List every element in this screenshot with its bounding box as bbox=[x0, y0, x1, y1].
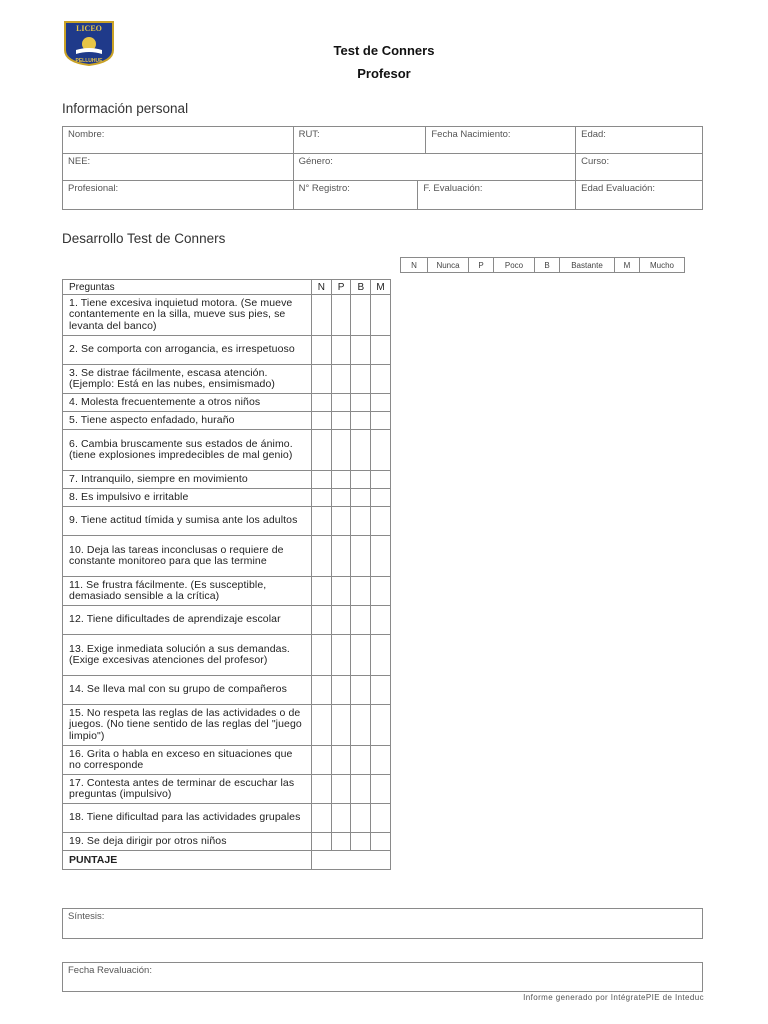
evaluacion-date-field[interactable]: F. Evaluación: bbox=[418, 181, 576, 210]
registro-field[interactable]: N° Registro: bbox=[293, 181, 418, 210]
question-text: 16. Grita o habla en exceso en situaciones que no corresponde bbox=[63, 746, 312, 775]
legend-code: B bbox=[535, 258, 560, 273]
answer-cell-p[interactable] bbox=[331, 746, 351, 775]
legend-label: Mucho bbox=[640, 258, 685, 273]
answer-cell-p[interactable] bbox=[331, 412, 351, 430]
answer-cell-m[interactable] bbox=[371, 394, 391, 412]
table-row bbox=[63, 336, 391, 365]
answer-cell-b[interactable] bbox=[351, 833, 371, 851]
answer-cell-m[interactable] bbox=[371, 606, 391, 635]
answer-cell-b[interactable] bbox=[351, 365, 371, 394]
personal-info-heading: Información personal bbox=[62, 101, 189, 116]
answer-cell-b[interactable] bbox=[351, 430, 371, 471]
table-row bbox=[63, 412, 391, 430]
column-header-m: M bbox=[371, 280, 391, 295]
question-text: 9. Tiene actitud tímida y sumisa ante los adultos bbox=[63, 507, 312, 536]
answer-cell-m[interactable] bbox=[371, 336, 391, 365]
table-row bbox=[63, 365, 391, 394]
page-title: Test de Conners bbox=[333, 43, 435, 58]
question-text: 10. Deja las tareas inconclusas o requiere de constante monitoreo para que las termine bbox=[63, 536, 312, 577]
table-row bbox=[63, 430, 391, 471]
column-header-preguntas: Preguntas bbox=[63, 280, 312, 295]
table-row bbox=[63, 676, 391, 705]
answer-cell-m[interactable] bbox=[371, 676, 391, 705]
answer-cell-b[interactable] bbox=[351, 295, 371, 336]
answer-cell-n[interactable] bbox=[312, 635, 332, 676]
answer-cell-b[interactable] bbox=[351, 536, 371, 577]
answer-cell-n[interactable] bbox=[312, 336, 332, 365]
table-row bbox=[63, 295, 391, 336]
answer-cell-m[interactable] bbox=[371, 536, 391, 577]
answer-cell-b[interactable] bbox=[351, 336, 371, 365]
answer-cell-n[interactable] bbox=[312, 746, 332, 775]
answer-cell-p[interactable] bbox=[331, 489, 351, 507]
sintesis-label: Síntesis: bbox=[68, 911, 105, 922]
answer-cell-n[interactable] bbox=[312, 804, 332, 833]
legend-code: M bbox=[615, 258, 640, 273]
question-text: 12. Tiene dificultades de aprendizaje escolar bbox=[63, 606, 312, 635]
curso-field[interactable]: Curso: bbox=[576, 154, 703, 181]
question-text: 11. Se frustra fácilmente. (Es susceptible, demasiado sensible a la crítica) bbox=[63, 577, 312, 606]
answer-cell-b[interactable] bbox=[351, 394, 371, 412]
answer-cell-b[interactable] bbox=[351, 489, 371, 507]
answer-cell-p[interactable] bbox=[331, 365, 351, 394]
answer-cell-n[interactable] bbox=[312, 705, 332, 746]
answer-cell-m[interactable] bbox=[371, 705, 391, 746]
answer-cell-p[interactable] bbox=[331, 775, 351, 804]
answer-cell-b[interactable] bbox=[351, 775, 371, 804]
table-row bbox=[63, 833, 391, 851]
answer-cell-m[interactable] bbox=[371, 412, 391, 430]
question-text: 6. Cambia bruscamente sus estados de ánimo. (tiene explosiones impredecibles de mal genio) bbox=[63, 430, 312, 471]
table-row bbox=[63, 635, 391, 676]
answer-cell-p[interactable] bbox=[331, 430, 351, 471]
answer-cell-n[interactable] bbox=[312, 394, 332, 412]
question-text: 3. Se distrae fácilmente, escasa atención. (Ejemplo: Está en las nubes, ensimismado) bbox=[63, 365, 312, 394]
personal-info-table bbox=[62, 126, 703, 210]
fecha-nacimiento-field[interactable]: Fecha Nacimiento: bbox=[426, 127, 576, 154]
legend-label: Bastante bbox=[560, 258, 615, 273]
answer-cell-p[interactable] bbox=[331, 394, 351, 412]
scale-legend bbox=[400, 257, 685, 273]
answer-cell-p[interactable] bbox=[331, 606, 351, 635]
answer-cell-p[interactable] bbox=[331, 804, 351, 833]
question-text: 2. Se comporta con arrogancia, es irrespetuoso bbox=[63, 336, 312, 365]
table-row bbox=[63, 471, 391, 489]
answer-cell-m[interactable] bbox=[371, 577, 391, 606]
answer-cell-n[interactable] bbox=[312, 833, 332, 851]
answer-cell-n[interactable] bbox=[312, 536, 332, 577]
answer-cell-b[interactable] bbox=[351, 635, 371, 676]
edad-evaluacion-field[interactable]: Edad Evaluación: bbox=[576, 181, 703, 210]
answer-cell-n[interactable] bbox=[312, 775, 332, 804]
question-text: 19. Se deja dirigir por otros niños bbox=[63, 833, 312, 851]
answer-cell-p[interactable] bbox=[331, 336, 351, 365]
legend-label: Poco bbox=[494, 258, 535, 273]
answer-cell-m[interactable] bbox=[371, 833, 391, 851]
answer-cell-m[interactable] bbox=[371, 471, 391, 489]
table-row bbox=[63, 746, 391, 775]
answer-cell-m[interactable] bbox=[371, 489, 391, 507]
answer-cell-p[interactable] bbox=[331, 833, 351, 851]
answer-cell-n[interactable] bbox=[312, 577, 332, 606]
answer-cell-n[interactable] bbox=[312, 471, 332, 489]
question-text: 17. Contesta antes de terminar de escuchar las preguntas (impulsivo) bbox=[63, 775, 312, 804]
answer-cell-n[interactable] bbox=[312, 489, 332, 507]
edad-field[interactable]: Edad: bbox=[576, 127, 703, 154]
column-header-p: P bbox=[331, 280, 351, 295]
logo-text-bottom: PELLUHUE bbox=[75, 58, 103, 64]
answer-cell-p[interactable] bbox=[331, 705, 351, 746]
answer-cell-b[interactable] bbox=[351, 676, 371, 705]
footer-credit: Informe generado por IntégratePIE de Inteduc bbox=[523, 993, 704, 1002]
total-score-cell[interactable] bbox=[312, 851, 391, 870]
question-text: 13. Exige inmediata solución a sus demandas. (Exige excesivas atenciones del profesor) bbox=[63, 635, 312, 676]
total-label: PUNTAJE bbox=[63, 851, 312, 870]
answer-cell-m[interactable] bbox=[371, 635, 391, 676]
question-text: 14. Se lleva mal con su grupo de compañeros bbox=[63, 676, 312, 705]
legend-code: N bbox=[401, 258, 428, 273]
answer-cell-n[interactable] bbox=[312, 412, 332, 430]
question-text: 15. No respeta las reglas de las actividades o de juegos. (No tiene sentido de las reglas del "juego limpio") bbox=[63, 705, 312, 746]
question-text: 4. Molesta frecuentemente a otros niños bbox=[63, 394, 312, 412]
answer-cell-m[interactable] bbox=[371, 295, 391, 336]
answer-cell-m[interactable] bbox=[371, 746, 391, 775]
nee-field[interactable]: NEE: bbox=[63, 154, 294, 181]
total-row bbox=[63, 851, 391, 870]
column-header-b: B bbox=[351, 280, 371, 295]
answer-cell-b[interactable] bbox=[351, 412, 371, 430]
question-text: 7. Intranquilo, siempre en movimiento bbox=[63, 471, 312, 489]
table-row bbox=[63, 775, 391, 804]
answer-cell-p[interactable] bbox=[331, 295, 351, 336]
answer-cell-m[interactable] bbox=[371, 507, 391, 536]
answer-cell-b[interactable] bbox=[351, 606, 371, 635]
table-row bbox=[63, 804, 391, 833]
table-row bbox=[63, 536, 391, 577]
answer-cell-m[interactable] bbox=[371, 365, 391, 394]
answer-cell-b[interactable] bbox=[351, 705, 371, 746]
question-text: 8. Es impulsivo e irritable bbox=[63, 489, 312, 507]
logo-text-top: LICEO bbox=[76, 24, 102, 33]
answer-cell-n[interactable] bbox=[312, 430, 332, 471]
question-text: 18. Tiene dificultad para las actividades grupales bbox=[63, 804, 312, 833]
answer-cell-n[interactable] bbox=[312, 676, 332, 705]
table-row bbox=[63, 394, 391, 412]
legend-label: Nunca bbox=[428, 258, 469, 273]
table-row bbox=[63, 606, 391, 635]
question-text: 5. Tiene aspecto enfadado, huraño bbox=[63, 412, 312, 430]
table-row bbox=[63, 507, 391, 536]
answer-cell-p[interactable] bbox=[331, 471, 351, 489]
answer-cell-b[interactable] bbox=[351, 577, 371, 606]
column-header-n: N bbox=[312, 280, 332, 295]
answer-cell-p[interactable] bbox=[331, 676, 351, 705]
answer-cell-n[interactable] bbox=[312, 365, 332, 394]
answer-cell-m[interactable] bbox=[371, 775, 391, 804]
revaluacion-label: Fecha Revaluación: bbox=[68, 965, 152, 976]
test-section-heading: Desarrollo Test de Conners bbox=[62, 231, 226, 246]
answer-cell-p[interactable] bbox=[331, 536, 351, 577]
answer-cell-b[interactable] bbox=[351, 804, 371, 833]
answer-cell-n[interactable] bbox=[312, 606, 332, 635]
answer-cell-b[interactable] bbox=[351, 746, 371, 775]
legend-code: P bbox=[469, 258, 494, 273]
answer-cell-b[interactable] bbox=[351, 471, 371, 489]
questions-table bbox=[62, 279, 391, 870]
answer-cell-n[interactable] bbox=[312, 507, 332, 536]
answer-cell-m[interactable] bbox=[371, 804, 391, 833]
answer-cell-n[interactable] bbox=[312, 295, 332, 336]
answer-cell-p[interactable] bbox=[331, 577, 351, 606]
answer-cell-b[interactable] bbox=[351, 507, 371, 536]
table-row bbox=[63, 577, 391, 606]
genero-field[interactable]: Género: bbox=[293, 154, 576, 181]
sintesis-field[interactable] bbox=[62, 908, 703, 939]
answer-cell-m[interactable] bbox=[371, 430, 391, 471]
nombre-field[interactable]: Nombre: bbox=[63, 127, 294, 154]
question-text: 1. Tiene excesiva inquietud motora. (Se mueve contantemente en la silla, mueve sus pies, se levanta del banco) bbox=[63, 295, 312, 336]
page-subtitle: Profesor bbox=[357, 66, 411, 81]
table-row bbox=[63, 489, 391, 507]
table-row bbox=[63, 705, 391, 746]
profesional-field[interactable]: Profesional: bbox=[63, 181, 294, 210]
revaluacion-field[interactable] bbox=[62, 962, 703, 992]
answer-cell-p[interactable] bbox=[331, 507, 351, 536]
answer-cell-p[interactable] bbox=[331, 635, 351, 676]
rut-field[interactable]: RUT: bbox=[293, 127, 426, 154]
